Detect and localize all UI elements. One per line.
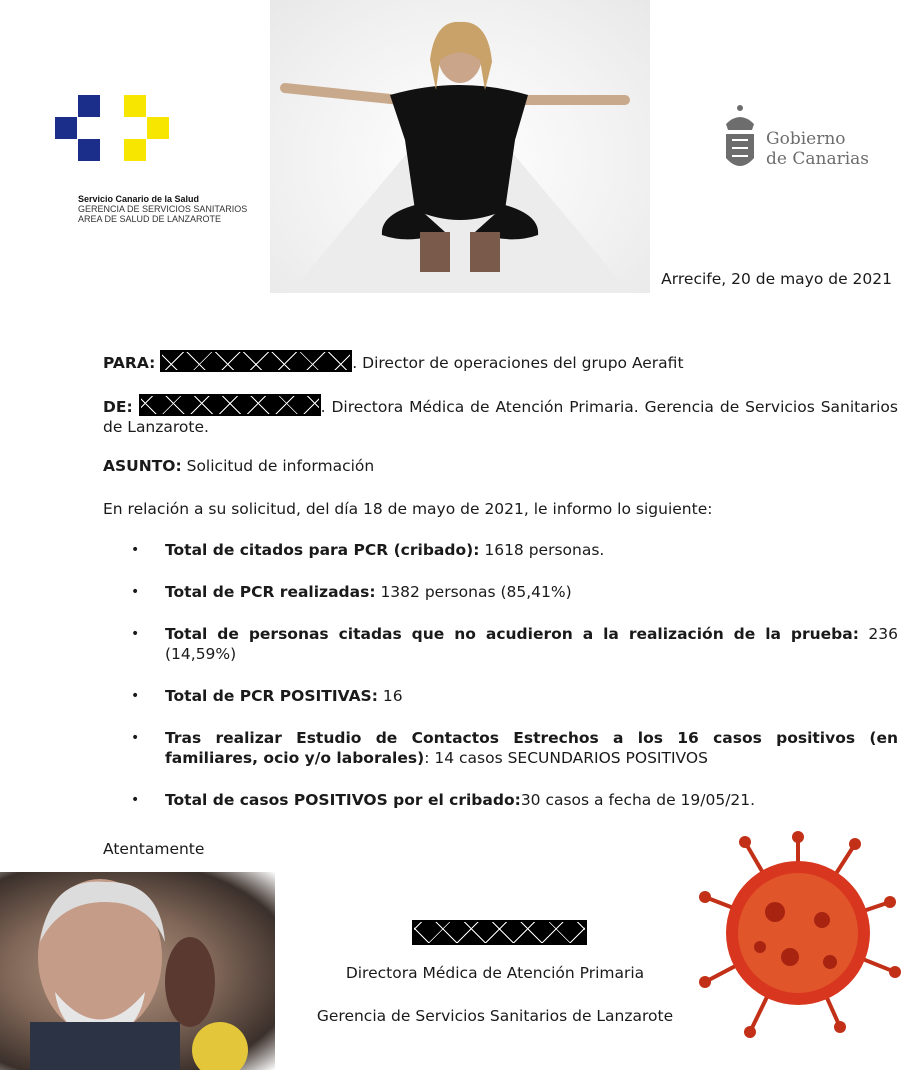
gobierno-line: Gobierno [766, 129, 846, 149]
de-label: DE: [103, 398, 133, 416]
bullet-icon: • [131, 542, 140, 558]
man-portrait-photo [0, 872, 275, 1070]
item-bold: Total de PCR POSITIVAS: [165, 687, 378, 705]
item-text: : 14 casos SECUNDARIOS POSITIVOS [424, 749, 708, 767]
item-bold: Total de personas citadas que no acudieron a la realización de la prueba: [165, 625, 859, 643]
collage-figure-photo [270, 0, 650, 293]
item-text: 236 (14,59%) [165, 625, 898, 663]
item-text: 30 casos a fecha de 19/05/21. [520, 791, 756, 809]
bullet-icon: • [131, 626, 140, 642]
signature-redaction [412, 920, 587, 945]
logo-square [124, 95, 146, 117]
item-bold: Total de casos POSITIVOS por el cribado: [165, 791, 521, 809]
scs-org-text [78, 194, 288, 224]
scs-org-line: AREA DE SALUD DE LANZAROTE [78, 214, 222, 224]
intro-paragraph: En relación a su solicitud, del día 18 de mayo de 2021, le informo lo siguiente: [103, 500, 713, 518]
closing: Atentamente [103, 840, 205, 858]
list-item [103, 582, 898, 602]
item-bold: Total de PCR realizadas: [165, 583, 376, 601]
item-text: 1618 personas. [479, 541, 605, 559]
item-bold: Total de citados para PCR (cribado): [165, 541, 480, 559]
bullet-icon: • [131, 584, 140, 600]
scs-org-line: Servicio Canario de la Salud [78, 194, 200, 204]
list-item [103, 540, 898, 560]
figure-illustration [270, 0, 650, 293]
bullet-icon: • [131, 730, 140, 746]
logo-square [78, 139, 100, 161]
canarias-line: de Canarias [766, 149, 869, 169]
scs-org-line: GERENCIA DE SERVICIOS SANITARIOS [78, 204, 248, 214]
de-line [103, 394, 898, 437]
item-bold: Tras realizar Estudio de Contactos Estrechos a los 16 casos positivos (en familiares, ocio y/o laborales) [165, 729, 898, 767]
portrait-illustration [0, 872, 275, 1070]
de-text: . Directora Médica de Atención Primaria. Gerencia de Servicios Sanitarios de Lanzarote. [103, 398, 898, 436]
coat-of-arms-icon [720, 102, 760, 174]
redaction-box [139, 394, 321, 416]
item-text: 1382 personas (85,41%) [375, 583, 572, 601]
list-item [103, 686, 898, 706]
asunto-label: ASUNTO: [103, 457, 182, 475]
redaction-box [160, 350, 352, 372]
para-text: . Director de operaciones del grupo Aerafit [352, 354, 684, 372]
list-item [103, 624, 898, 664]
signature-org: Gerencia de Servicios Sanitarios de Lanzarote [316, 1007, 674, 1025]
asunto-text: Solicitud de información [186, 457, 375, 475]
gobierno-canarias-logo [720, 102, 890, 178]
logo-square [124, 139, 146, 161]
signature-role: Directora Médica de Atención Primaria [345, 964, 645, 982]
virus-photo [690, 822, 906, 1044]
place-date: Arrecife, 20 de mayo de 2021 [661, 270, 892, 288]
logo-square [78, 95, 100, 117]
bullet-icon: • [131, 792, 140, 808]
redaction-box [412, 920, 587, 945]
logo-square [147, 117, 169, 139]
list-item [103, 728, 898, 768]
para-label: PARA: [103, 354, 156, 372]
virus-illustration [690, 822, 906, 1044]
bullet-icon: • [131, 688, 140, 704]
asunto-line [103, 456, 374, 476]
item-text: 16 [377, 687, 403, 705]
list-item [103, 790, 898, 810]
results-list [103, 540, 898, 832]
logo-square [55, 117, 77, 139]
para-line [103, 350, 898, 373]
